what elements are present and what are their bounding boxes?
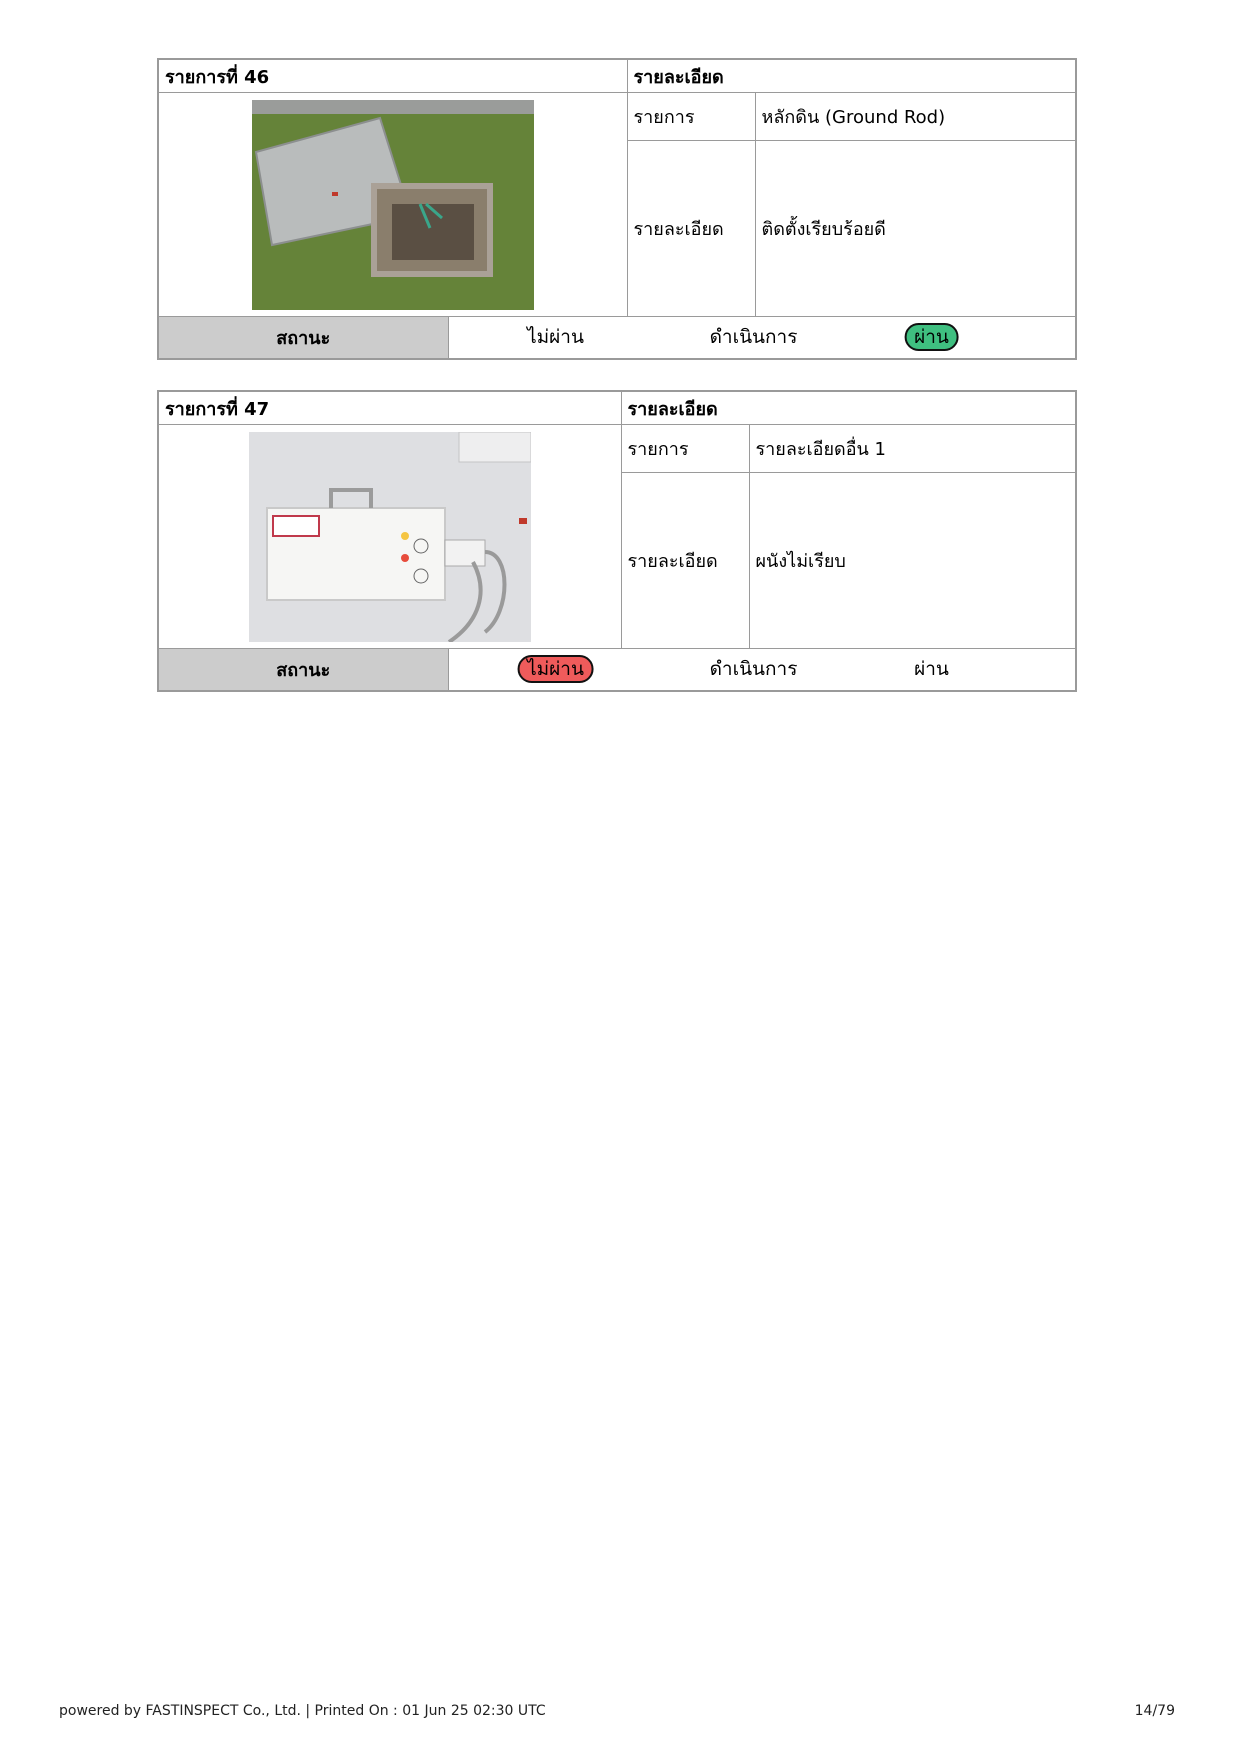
status-options (448, 649, 1076, 691)
item-title: รายการที่ 46 (158, 59, 627, 93)
item-title: รายการที่ 47 (158, 391, 621, 425)
photo-cell (158, 425, 621, 649)
page-number: 14/79 (1134, 1703, 1175, 1719)
status-option-pass[interactable]: ผ่าน (904, 323, 959, 351)
detail-value: ผนังไม่เรียบ (749, 473, 1076, 649)
status-option-fail[interactable]: ไม่ผ่าน (527, 326, 584, 349)
detail-header: รายละเอียด (627, 59, 1076, 93)
status-label: สถานะ (158, 317, 448, 359)
detail-header: รายละเอียด (621, 391, 1076, 425)
wall-device-photo[interactable] (249, 432, 531, 642)
photo-cell (158, 93, 627, 317)
status-option-in-progress[interactable]: ดำเนินการ (709, 658, 798, 681)
field-value: หลักดิน (Ground Rod) (755, 93, 1076, 141)
inspection-item-46 (157, 58, 1077, 360)
inspection-item-47 (157, 390, 1077, 692)
status-options (448, 317, 1076, 359)
status-option-fail[interactable]: ไม่ผ่าน (517, 655, 594, 683)
field-value: รายละเอียดอื่น 1 (749, 425, 1076, 473)
field-label: รายการ (621, 425, 749, 473)
detail-label: รายละเอียด (627, 141, 755, 317)
status-label: สถานะ (158, 649, 448, 691)
field-label: รายการ (627, 93, 755, 141)
status-option-in-progress[interactable]: ดำเนินการ (709, 326, 798, 349)
detail-label: รายละเอียด (621, 473, 749, 649)
detail-value: ติดตั้งเรียบร้อยดี (755, 141, 1076, 317)
status-option-pass[interactable]: ผ่าน (914, 658, 949, 681)
footer-credit: powered by FASTINSPECT Co., Ltd. | Printed On : 01 Jun 25 02:30 UTC (59, 1703, 546, 1719)
ground-rod-photo[interactable] (252, 100, 534, 310)
